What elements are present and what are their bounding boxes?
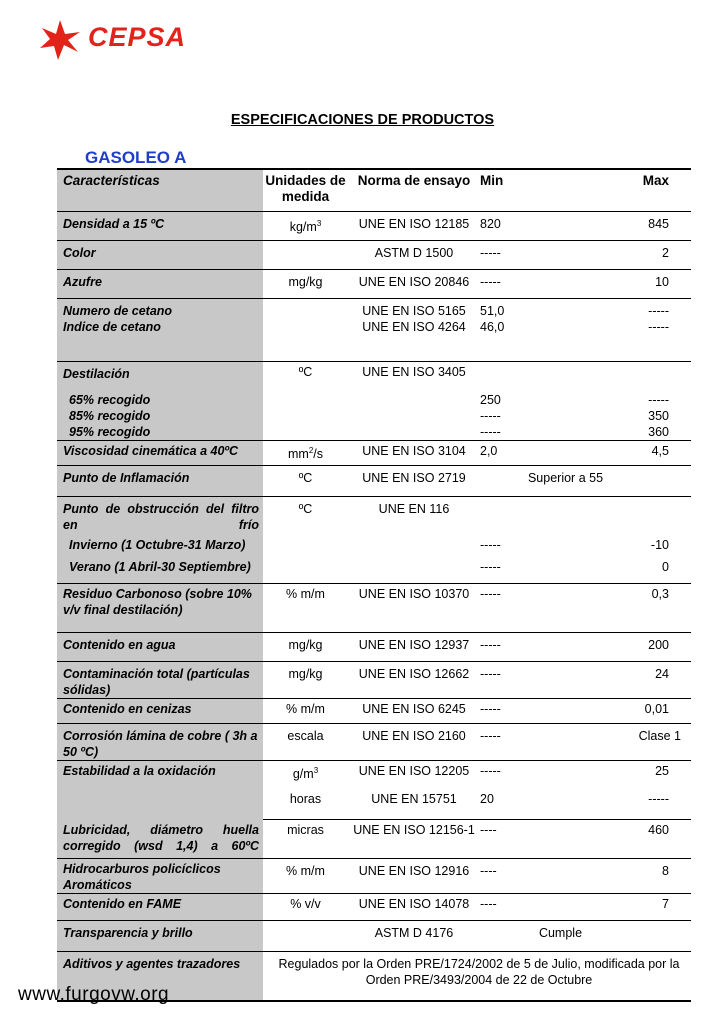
header-max: Max xyxy=(540,169,691,212)
row-max: Clase 1 xyxy=(540,724,691,761)
table-row xyxy=(57,408,691,424)
row-max: 10 xyxy=(540,270,691,299)
row-unit: % m/m xyxy=(263,858,348,893)
row-min: 46,0 xyxy=(480,319,540,362)
row-unit: mg/kg xyxy=(263,270,348,299)
row-name: Lubricidad, diámetro huella corregido (wsd 1,4) a 60ºC xyxy=(57,820,263,859)
row-name: 65% recogido xyxy=(57,392,263,408)
table-row xyxy=(57,319,691,362)
table-row xyxy=(57,893,691,920)
row-unit: mg/kg xyxy=(263,662,348,699)
row-min: ----- xyxy=(480,241,540,270)
table-row xyxy=(57,724,691,761)
row-unit: % m/m xyxy=(263,584,348,633)
row-name: Contenido en agua xyxy=(57,633,263,662)
row-name: Verano (1 Abril-30 Septiembre) xyxy=(57,559,263,584)
row-max: 8 xyxy=(540,858,691,893)
row-unit xyxy=(263,241,348,270)
table-row xyxy=(57,858,691,893)
row-name: Punto de obstrucción del filtro en frío xyxy=(57,497,263,538)
table-row xyxy=(57,820,691,859)
row-method: UNE EN ISO 12156-1 xyxy=(348,820,480,859)
specification-table xyxy=(57,168,691,1002)
row-min: ----- xyxy=(480,633,540,662)
row-method: UNE EN ISO 12937 xyxy=(348,633,480,662)
row-name: Residuo Carbonoso (sobre 10% v/v final destilación) xyxy=(57,584,263,633)
row-name: Corrosión lámina de cobre ( 3h a 50 ºC) xyxy=(57,724,263,761)
row-name: Color xyxy=(57,241,263,270)
row-min: ----- xyxy=(480,270,540,299)
row-unit: micras xyxy=(263,820,348,859)
table-row xyxy=(57,559,691,584)
row-min: ---- xyxy=(480,858,540,893)
row-min: ----- xyxy=(480,424,540,441)
row-method: ASTM D 1500 xyxy=(348,241,480,270)
table-row xyxy=(57,241,691,270)
table-row xyxy=(57,497,691,538)
table-row xyxy=(57,392,691,408)
row-max: ----- xyxy=(540,789,691,820)
row-unit: % m/m xyxy=(263,699,348,724)
row-max: ----- xyxy=(540,319,691,362)
row-method: UNE EN 15751 xyxy=(348,789,480,820)
table-row xyxy=(57,761,691,790)
table-header-row xyxy=(57,169,691,212)
row-max: 24 xyxy=(540,662,691,699)
row-method: UNE EN ISO 10370 xyxy=(348,584,480,633)
row-name: Contenido en FAME xyxy=(57,893,263,920)
row-max: 25 xyxy=(655,764,669,778)
row-min: 250 xyxy=(480,393,501,407)
row-max: 7 xyxy=(540,893,691,920)
row-name: Punto de Inflamación xyxy=(57,466,263,497)
row-min: ----- xyxy=(480,409,501,423)
row-max: 0,3 xyxy=(540,584,691,633)
row-max: 350 xyxy=(648,409,669,423)
table-row xyxy=(57,633,691,662)
row-unit: horas xyxy=(263,789,348,820)
row-max: 360 xyxy=(540,424,691,441)
row-max: 4,5 xyxy=(540,441,691,466)
row-name: Azufre xyxy=(57,270,263,299)
row-max: 845 xyxy=(540,212,691,241)
row-method: UNE EN ISO 12205 xyxy=(358,764,470,778)
row-min: 2,0 xyxy=(480,441,540,466)
row-min: ----- xyxy=(480,559,540,584)
row-unit: $kg/m^3$ xyxy=(263,212,348,241)
row-min: ----- xyxy=(480,764,501,778)
table-row xyxy=(57,466,691,497)
row-max: 0,01 xyxy=(540,699,691,724)
row-name: Estabilidad a la oxidación xyxy=(57,761,263,820)
row-method: UNE EN ISO 3104 xyxy=(348,441,480,466)
row-name: Aditivos y agentes trazadores xyxy=(57,951,263,1001)
row-unit: ºC xyxy=(298,502,313,516)
row-method: UNE EN ISO 14078 xyxy=(348,893,480,920)
row-method: ASTM D 4176 xyxy=(348,920,480,951)
table-row xyxy=(57,441,691,466)
row-value: Superior a 55 xyxy=(480,466,691,497)
row-name: Invierno (1 Octubre-31 Marzo) xyxy=(57,537,263,559)
header-characteristics: Características xyxy=(57,169,263,212)
row-name: 85% recogido xyxy=(57,408,263,424)
row-method: UNE EN ISO 20846 xyxy=(348,270,480,299)
row-min: ---- xyxy=(480,820,540,859)
row-value: Cumple xyxy=(480,920,691,951)
table-row xyxy=(57,584,691,633)
table-row xyxy=(57,662,691,699)
row-method: UNE EN ISO 2719 xyxy=(348,466,480,497)
row-max: 200 xyxy=(540,633,691,662)
row-min: ---- xyxy=(480,893,540,920)
row-method: UNE EN 116 xyxy=(378,502,450,516)
row-method: UNE EN ISO 6245 xyxy=(348,699,480,724)
table-row xyxy=(57,920,691,951)
table-row xyxy=(57,270,691,299)
header-units: Unidades de medida xyxy=(263,169,348,212)
row-name: Viscosidad cinemática a 40ºC xyxy=(57,441,263,466)
row-max: 2 xyxy=(540,241,691,270)
row-max: 0 xyxy=(540,559,691,584)
row-method: UNE EN ISO 12185 xyxy=(348,212,480,241)
row-max: ----- xyxy=(648,393,669,407)
brand-logo-text: CEPSA xyxy=(88,22,187,52)
product-name: GASOLEO A xyxy=(85,148,187,167)
row-min: 20 xyxy=(480,789,540,820)
row-name: 95% recogido xyxy=(57,424,263,441)
table-row xyxy=(57,299,691,320)
row-method: UNE EN ISO 3405 xyxy=(362,365,466,379)
row-unit: ºC xyxy=(298,365,313,379)
row-method: UNE EN ISO 4264 xyxy=(348,319,480,362)
row-min: 51,0 xyxy=(480,304,505,318)
table-row xyxy=(57,424,691,441)
table-row xyxy=(57,537,691,559)
row-max: 460 xyxy=(540,820,691,859)
row-max: -10 xyxy=(650,538,669,552)
row-unit: $mm^2/s$ xyxy=(263,441,348,466)
row-name: Destilación xyxy=(57,362,263,393)
table-row xyxy=(57,362,691,393)
table-row xyxy=(57,699,691,724)
document-title: ESPECIFICACIONES DE PRODUCTOS xyxy=(230,112,495,128)
row-name: Contaminación total (partículas sólidas) xyxy=(57,662,263,699)
row-name: Transparencia y brillo xyxy=(57,920,263,951)
row-max: ----- xyxy=(648,304,669,318)
row-unit: $g/m^3$ xyxy=(292,766,319,782)
row-min: ----- xyxy=(480,699,540,724)
header-method: Norma de ensayo xyxy=(348,169,480,212)
row-name: Densidad a 15 ºC xyxy=(57,212,263,241)
row-method: UNE EN ISO 12662 xyxy=(348,662,480,699)
row-min: ----- xyxy=(480,584,540,633)
row-unit: ºC xyxy=(263,466,348,497)
row-method: UNE EN ISO 5165 xyxy=(362,304,466,318)
row-name: Numero de cetano xyxy=(57,299,263,320)
row-min: ----- xyxy=(480,662,540,699)
row-method: UNE EN ISO 2160 xyxy=(348,724,480,761)
row-method: UNE EN ISO 12916 xyxy=(348,858,480,893)
row-value: Regulados por la Orden PRE/1724/2002 de 5 de Julio, modificada por la Orden PRE/3493/2004 de 22 de Octubre xyxy=(263,951,691,1001)
row-min: 820 xyxy=(480,212,540,241)
row-unit: % v/v xyxy=(263,893,348,920)
row-name: Indice de cetano xyxy=(57,319,263,362)
row-min: ----- xyxy=(480,538,501,552)
row-unit: mg/kg xyxy=(263,633,348,662)
row-min: ----- xyxy=(480,724,540,761)
footer-url: www.furgovw.org xyxy=(18,984,170,1005)
header-min: Min xyxy=(480,169,540,212)
row-name: Hidrocarburos policíclicos Aromáticos xyxy=(57,858,263,893)
table-row xyxy=(57,212,691,241)
row-unit: escala xyxy=(263,724,348,761)
row-name: Contenido en cenizas xyxy=(57,699,263,724)
